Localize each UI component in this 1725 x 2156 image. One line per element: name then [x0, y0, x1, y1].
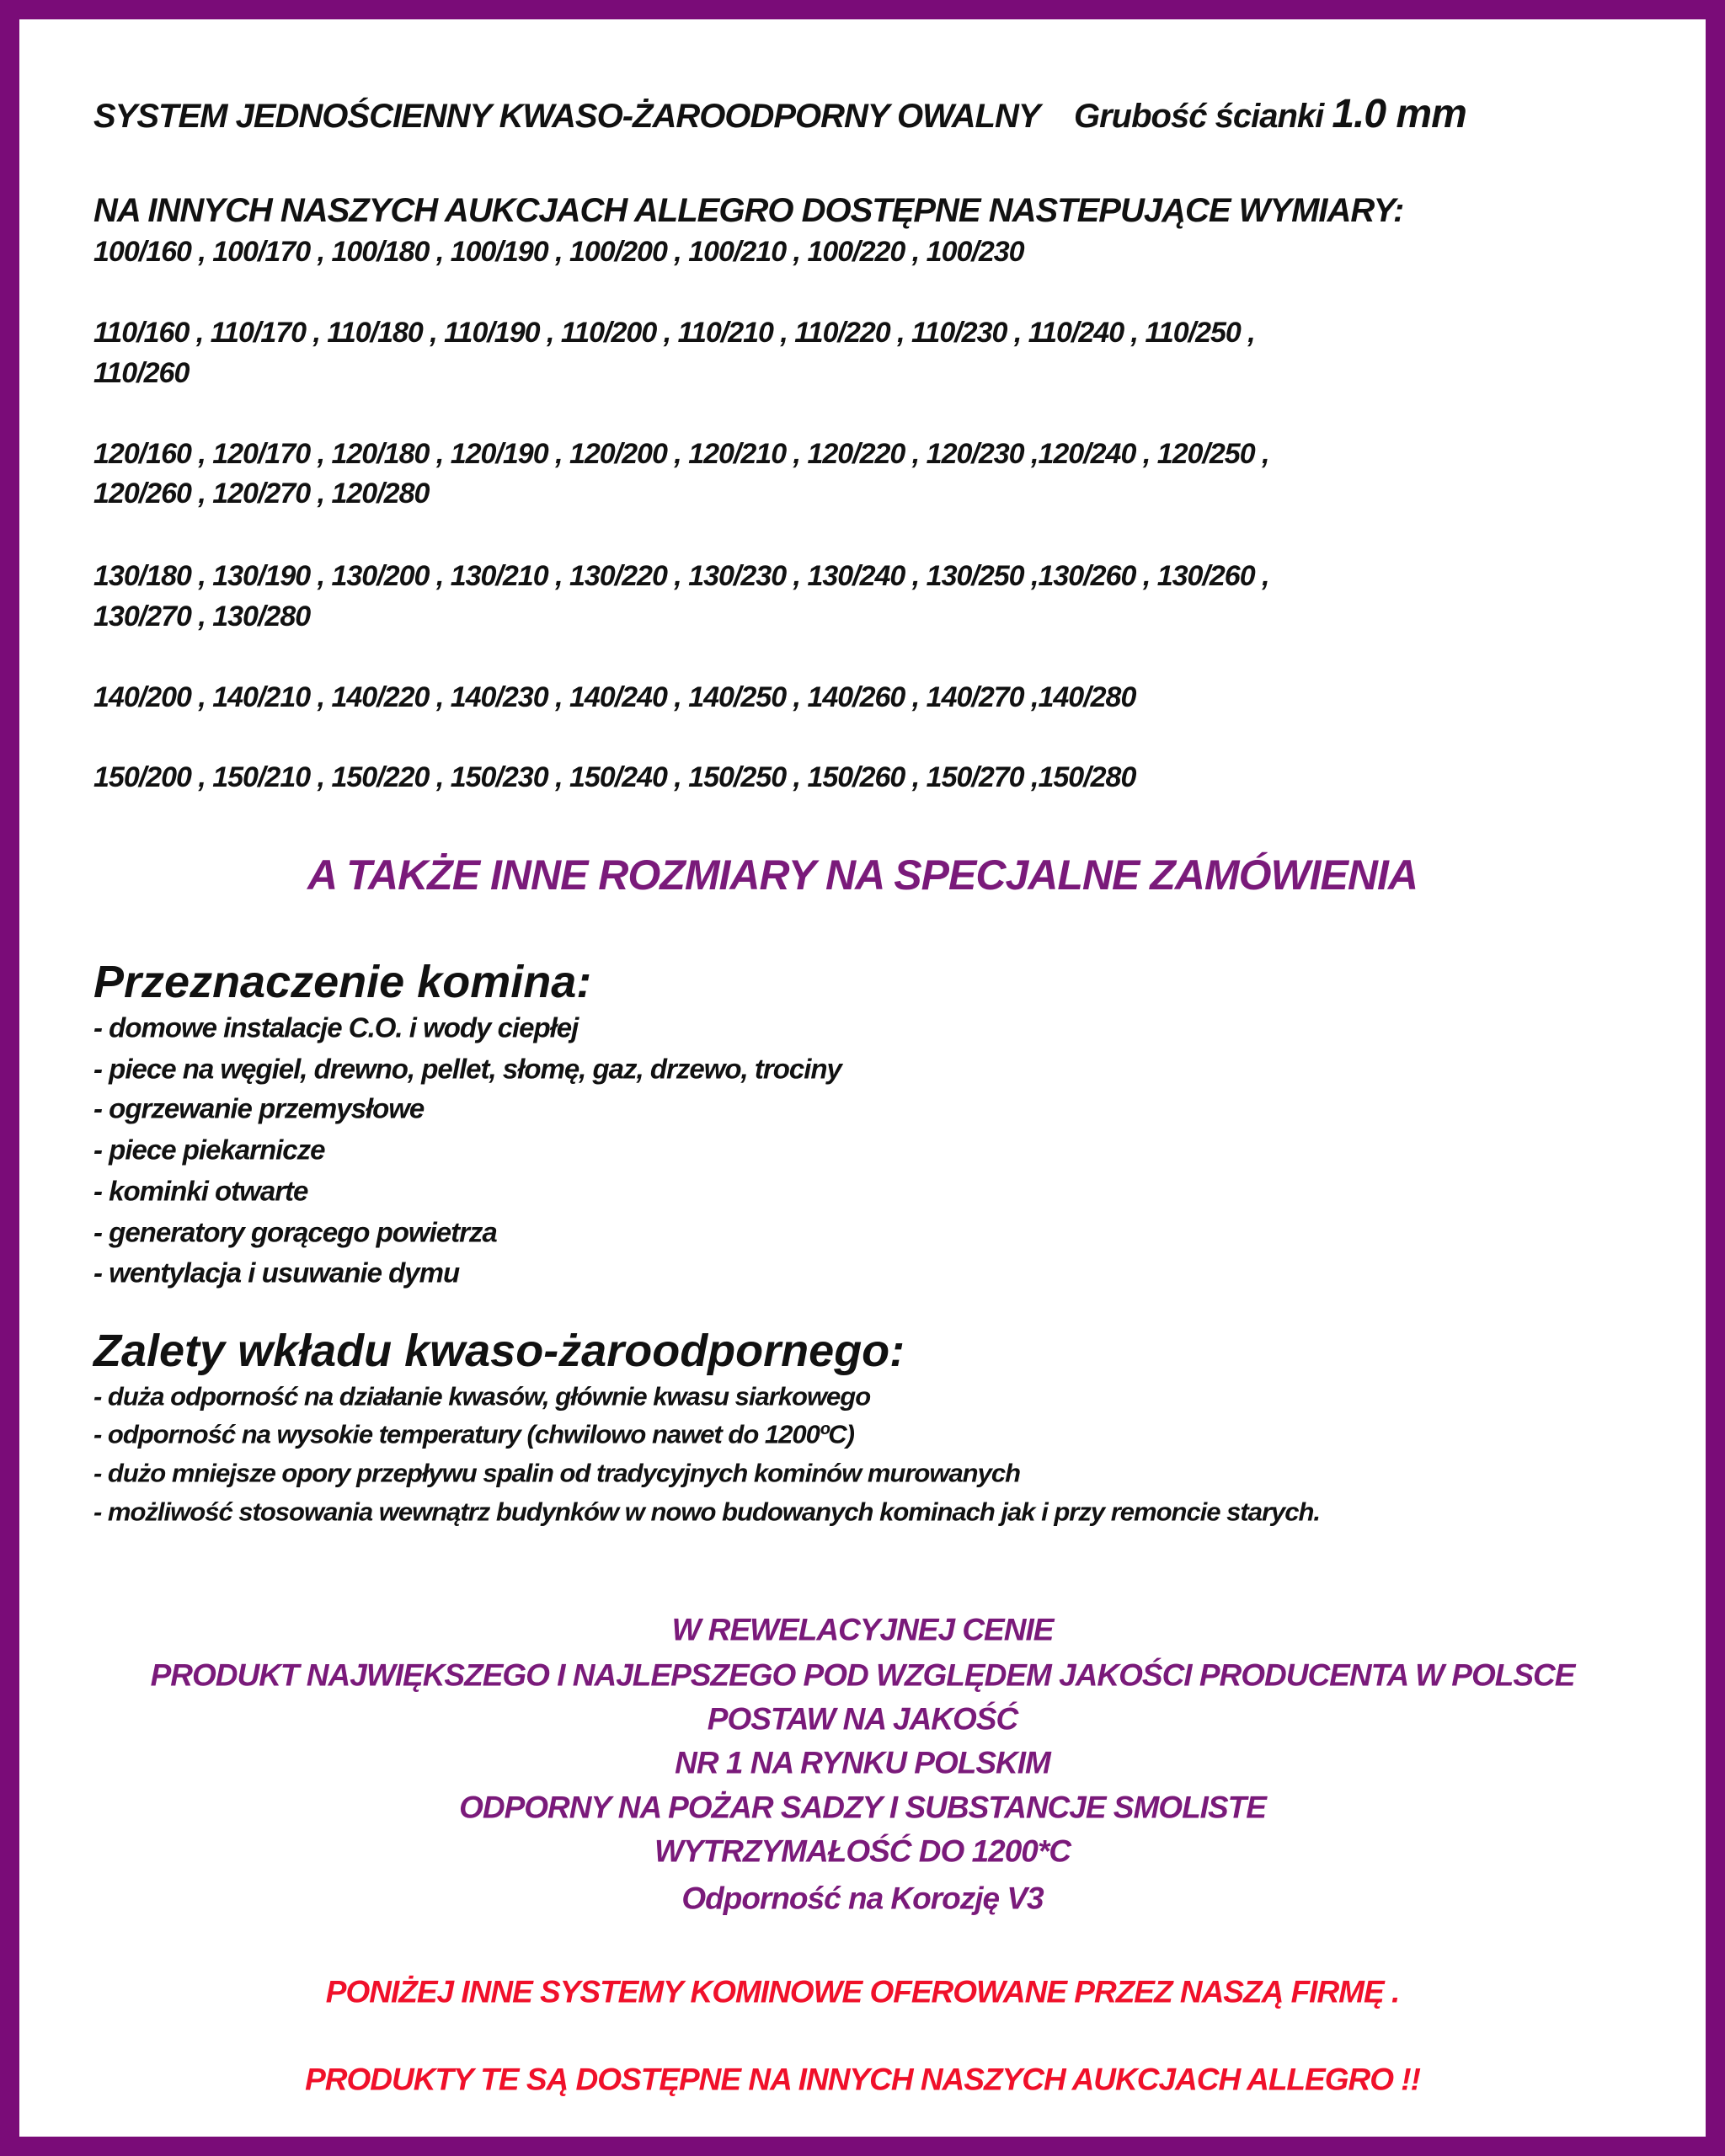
sizes-line: 120/160 , 120/170 , 120/180 , 120/190 , 120/200 , 120/210 , 120/220 , 120/230 ,120/240 , 120/250 ,	[93, 438, 1269, 470]
footer-line: PRODUKTY TE SĄ DOSTĘPNE NA INNYCH NASZYCH AUKCJACH ALLEGRO !!	[305, 2062, 1420, 2097]
thickness-label: Grubość ścianki	[1074, 98, 1324, 135]
sizes-line: 120/260 , 120/270 , 120/280	[93, 478, 430, 510]
purpose-item: - ogrzewanie przemysłowe	[93, 1092, 425, 1124]
advantages-heading: Zalety wkładu kwaso-żaroodpornego:	[93, 1326, 905, 1376]
advantage-item: - duża odporność na działanie kwasów, głównie kwasu siarkowego	[93, 1381, 871, 1412]
sizes-line: 110/260	[93, 357, 190, 389]
purpose-item: - wentylacja i usuwanie dymu	[93, 1257, 460, 1289]
sizes-line: 150/200 , 150/210 , 150/220 , 150/230 , 150/240 , 150/250 , 150/260 , 150/270 ,150/280	[93, 761, 1136, 793]
promo-line: Odporność na Korozję V3	[681, 1881, 1044, 1916]
thickness-value: 1.0 mm	[1332, 92, 1466, 136]
purpose-item: - piece na węgiel, drewno, pellet, słomę, gaz, drzewo, trociny	[93, 1053, 841, 1085]
promo-line: WYTRZYMAŁOŚĆ DO 1200*C	[654, 1833, 1071, 1869]
title-main: SYSTEM JEDNOŚCIENNY KWASO-ŻAROODPORNY OWALNY	[93, 98, 1040, 135]
sizes-header: NA INNYCH NASZYCH AUKCJACH ALLEGRO DOSTĘPNE NASTEPUJĄCE WYMIARY:	[93, 192, 1404, 229]
purpose-item: - piece piekarnicze	[93, 1134, 325, 1166]
purpose-item: - kominki otwarte	[93, 1175, 308, 1207]
title	[93, 94, 1466, 135]
advantage-item: - odporność na wysokie temperatury (chwilowo nawet do 1200ºC)	[93, 1419, 854, 1449]
purpose-item: - generatory gorącego powietrza	[93, 1216, 497, 1248]
sizes-line: 110/160 , 110/170 , 110/180 , 110/190 , 110/200 , 110/210 , 110/220 , 110/230 , 110/240 , 110/250 ,	[93, 317, 1255, 349]
sizes-line: 100/160 , 100/170 , 100/180 , 100/190 , 100/200 , 100/210 , 100/220 , 100/230	[93, 236, 1024, 268]
promo-line: PRODUKT NAJWIĘKSZEGO I NAJLEPSZEGO POD WZGLĘDEM JAKOŚCI PRODUCENTA W POLSCE	[150, 1657, 1575, 1693]
advantage-item: - możliwość stosowania wewnątrz budynków w nowo budowanych kominach jak i przy remoncie starych.	[93, 1497, 1321, 1527]
promo-line: W REWELACYJNEJ CENIE	[671, 1612, 1054, 1647]
special-order-note: A TAKŻE INNE ROZMIARY NA SPECJALNE ZAMÓWIENIA	[307, 851, 1418, 899]
sizes-line: 140/200 , 140/210 , 140/220 , 140/230 , 140/240 , 140/250 , 140/260 , 140/270 ,140/280	[93, 681, 1136, 713]
promo-line: ODPORNY NA POŻAR SADZY I SUBSTANCJE SMOLISTE	[459, 1790, 1266, 1825]
promo-line: POSTAW NA JAKOŚĆ	[707, 1701, 1018, 1737]
sizes-line: 130/270 , 130/280	[93, 600, 311, 632]
advantage-item: - dużo mniejsze opory przepływu spalin od tradycyjnych kominów murowanych	[93, 1458, 1021, 1488]
purpose-heading: Przeznaczenie komina:	[93, 957, 592, 1007]
purpose-item: - domowe instalacje C.O. i wody ciepłej	[93, 1011, 579, 1043]
promo-line: NR 1 NA RYNKU POLSKIM	[675, 1745, 1050, 1780]
footer-line: PONIŻEJ INNE SYSTEMY KOMINOWE OFEROWANE PRZEZ NASZĄ FIRMĘ .	[325, 1974, 1400, 2009]
sizes-line: 130/180 , 130/190 , 130/200 , 130/210 , 130/220 , 130/230 , 130/240 , 130/250 ,130/260 , 130/260 ,	[93, 560, 1269, 592]
